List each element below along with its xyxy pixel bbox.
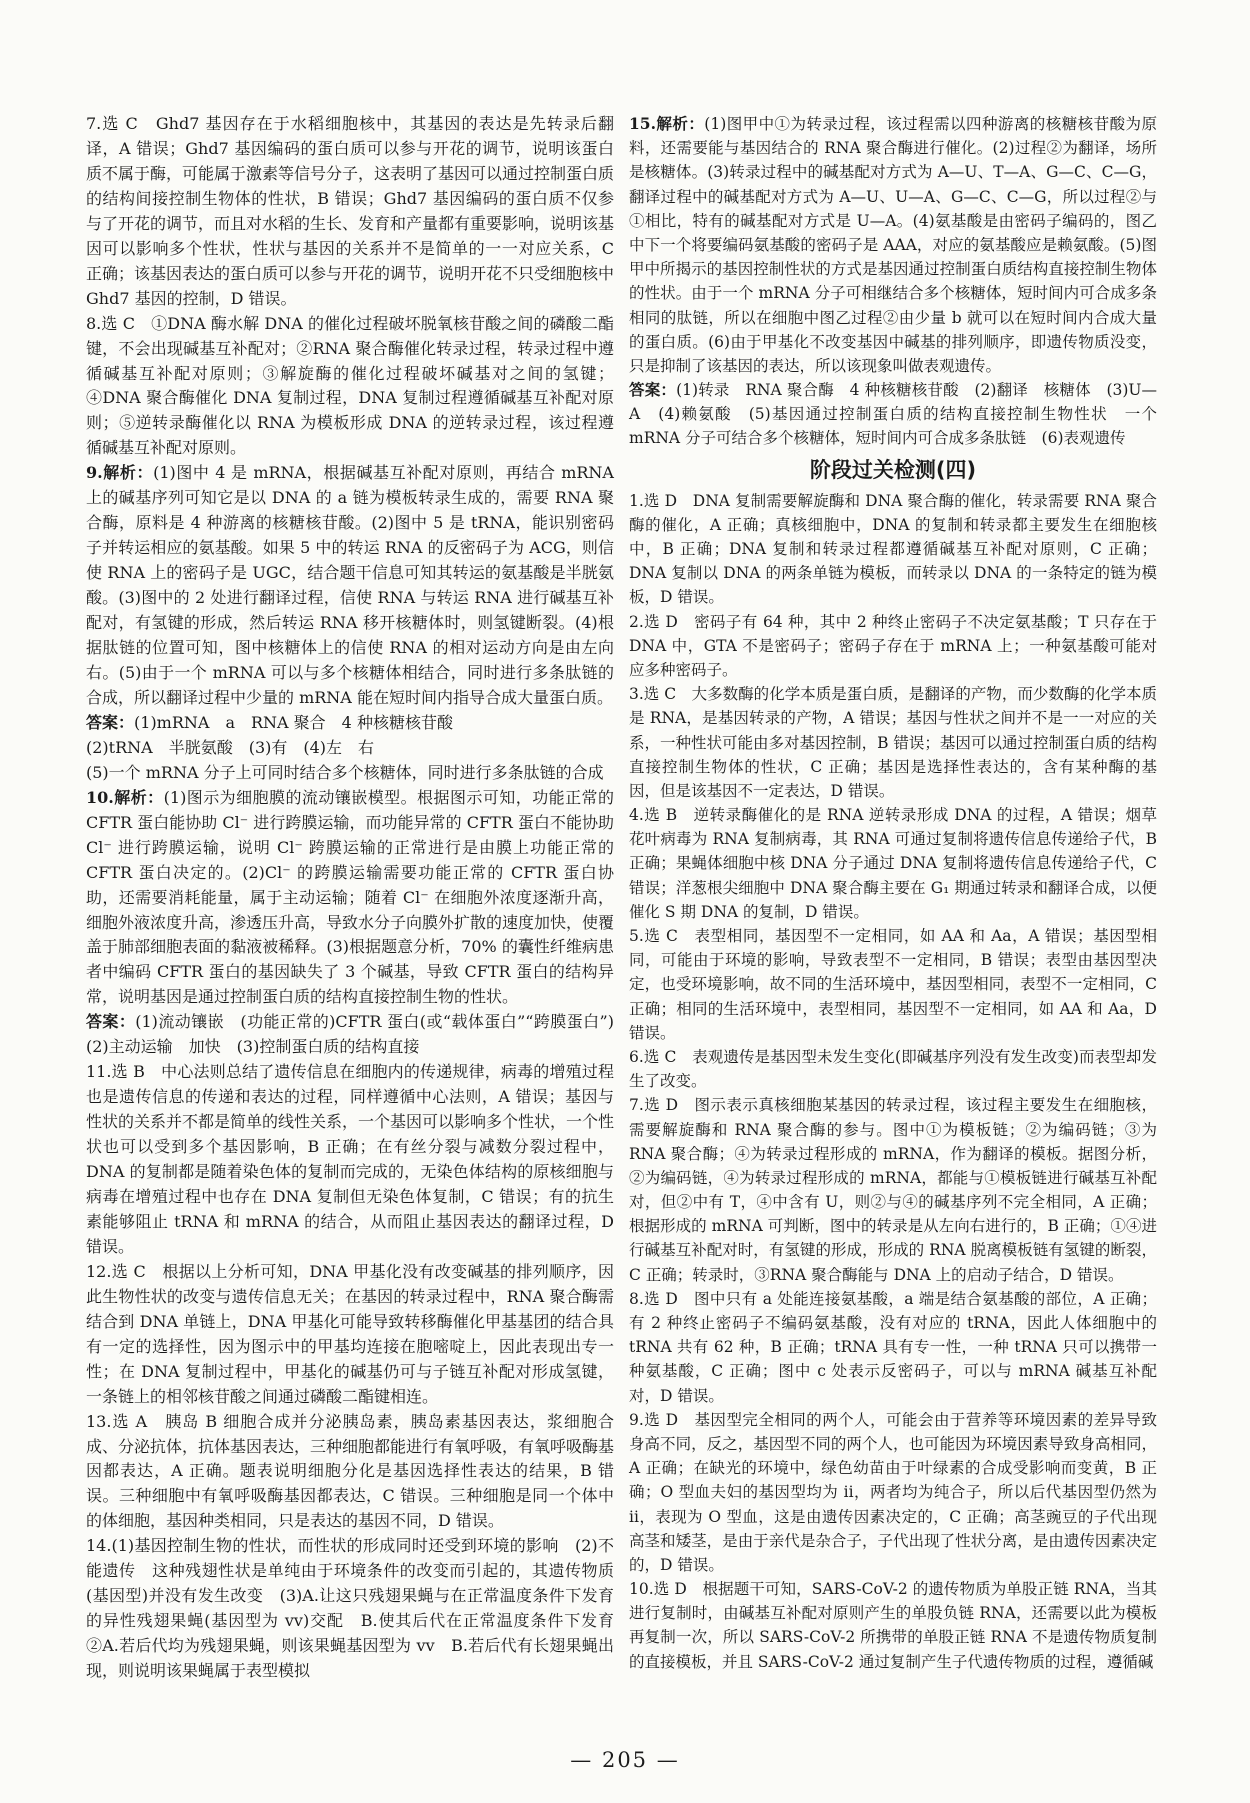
item-label: 答案： <box>86 1012 136 1032</box>
answer-item <box>86 1260 614 1410</box>
answer-item <box>86 112 620 312</box>
answer-item <box>86 1410 614 1535</box>
answer-item <box>629 1408 1162 1577</box>
section-title: 阶段过关检测(四) <box>809 457 977 482</box>
item-text: (1)流动镶嵌 (功能正常的)CFTR 蛋白(或“载体蛋白”“跨膜蛋白”) (2)主动运输 加快 (3)控制蛋白质的结构直接 <box>86 1012 630 1057</box>
item-text: 2.选 D 密码子有 64 种，其中 2 种终止密码子不决定氨基酸；T 只存在于 DNA 中，GTA 不是密码子；密码子存在于 mRNA 上；一种氨基酸可能对应多种密码子。 <box>629 612 1162 679</box>
answer-item <box>629 610 1162 683</box>
item-label: 15.解析： <box>629 114 705 133</box>
answer-item <box>629 112 1157 378</box>
item-text: 12.选 C 根据以上分析可知，DNA 甲基化没有改变碱基的排列顺序，因此生物性状的改变与遗传信息无关；在基因的转录过程中，RNA 聚合酶需结合到 DNA 单链上，DNA 甲基化可能导致转移酶催化甲基基团的结合具有一定的选择性，因为图示中的甲基均连接在胞嘧啶上，因此表现出专一性；在 DNA 复制过程中，甲基化的碱基仍可与子链互补配对形成氢键，一条链上的相邻核苷酸之间通过磷酸二酯键相连。 <box>86 1261 614 1406</box>
item-text: 3.选 C 大多数酶的化学本质是蛋白质，是翻译的产物，而少数酶的化学本质是 RNA，是基因转录的产物，A 错误；基因与性状之间并不是一一对应的关系，一种性状可能由多对基因控制，B 错误；基因可以通过控制蛋白质的结构直接控制生物体的性状，C 正确；基因是选择性表达的，含有某种酶的基因，但是该基因不一定表达，D 错误。 <box>629 685 1157 800</box>
item-text: (1)图中 4 是 mRNA，根据碱基互补配对原则，再结合 mRNA 上的碱基序列可知它是以 DNA 的 a 链为模板转录生成的，需要 RNA 聚合酶，原料是 4 种游离的核糖核苷酸。(2)图中 5 是 tRNA，能识别密码子并转运相应的氨基酸。如果 5 中的转运 RNA 的反密码子为 ACG，则信使 RNA 上的密码子是 UGC，结合题干信息可知其转运的氨基酸是半胱氨酸。(3)图中的 2 处进行翻译过程，信使 RNA 与转运 RNA 进行碱基互补配对，有氢键的形成，然后转运 RNA 移开核糖体时，则氢键断裂。(4)根据肽链的位置可知，图中核糖体上的信使 RNA 的相对运动方向是由左向右。(5)由于一个 mRNA 可以与多个核糖体相结合，同时进行多条肽链的合成，所以翻译过程中少量的 mRNA 能在短时间内指导合成大量蛋白质。 <box>86 463 620 707</box>
answer-item <box>629 682 1157 803</box>
answer-item <box>86 461 620 711</box>
answer-block <box>86 1010 630 1060</box>
item-text: (1)转录 RNA 聚合酶 4 种核糖核苷酸 (2)翻译 核糖体 (3)U—A (4)赖氨酸 (5)基因通过控制蛋白质的结构直接控制生物性状 一个 mRNA 分子可结合多个核糖体，短时间内可合成多条肽链 (6)表观遗传 <box>629 381 1162 448</box>
item-text: (1)mRNA a RNA 聚合 4 种核糖核苷酸 (2)tRNA 半胱氨酸 (3)有 (4)左 右 (5)一个 mRNA 分子上可同时结合多个核糖体，同时进行多条肽链的合成 <box>86 712 604 782</box>
answer-item <box>629 1287 1162 1408</box>
item-text: (1)图示为细胞膜的流动镶嵌模型。根据图示可知，功能正常的 CFTR 蛋白能协助 Cl⁻ 进行跨膜运输，而功能异常的 CFTR 蛋白不能协助 Cl⁻ 进行跨膜运输，说明 Cl⁻ 跨膜运输的正常进行是由膜上功能正常的 CFTR 蛋白决定的。(2)Cl⁻ 的跨膜运输需要功能正常的 CFTR 蛋白协助，还需要消耗能量，属于主动运输；随着 Cl⁻ 在细胞外浓度逐渐升高，细胞外液浓度升高，渗透压升高，导致水分子向膜外扩散的速度加快，使覆盖于肺部细胞表面的黏液被稀释。(3)根据题意分析，70% 的囊性纤维病患者中编码 CFTR 蛋白的基因缺失了 3 个碱基，导致 CFTR 蛋白的结构异常，说明基因是通过控制蛋白质的结构直接控制生物的性状。 <box>86 787 620 1007</box>
answer-item <box>629 1093 1162 1287</box>
item-text: 14.(1)基因控制生物的性状，而性状的形成同时还受到环境的影响 (2)不能遗传 这种残翅性状是单纯由于环境条件的改变而引起的，其遗传物质(基因型)并没有发生改变 (3)A.让这只残翅果蝇与在正常温度条件下发育的异性残翅果蝇(基因型为 vv)交配 B.使其后代在正常温度条件下发育 ②A.若后代均为残翅果蝇，则该果蝇基因型为 vv B.若后代有长翅果蝇出现，则说明该果蝇属于表型模拟 <box>86 1536 631 1681</box>
item-text: (1)图甲中①为转录过程，该过程需以四种游离的核糖核苷酸为原料，还需要能与基因结合的 RNA 聚合酶进行催化。(2)过程②为翻译，场所是核糖体。(3)转录过程中的碱基配对方式为 A—U、T—A、G—C、C—G，翻译过程中的碱基配对方式为 A—U、U—A、G—C、C—G，所以过程②与①相比，特有的碱基配对方式是 U—A。(4)氨基酸是由密码子编码的，图乙中下一个将要编码氨基酸的密码子是 AAA，对应的氨基酸应是赖氨酸。(5)图甲中所揭示的基因控制性状的方式是基因通过控制蛋白质结构直接控制生物体的性状。由于一个 mRNA 分子可相继结合多个核糖体，短时间内可合成多条相同的肽链，所以在细胞中图乙过程②由少量 b 就可以在短时间内合成大量的蛋白质。(6)由于甲基化不改变基因中碱基的排列顺序，即遗传物质没变，只是抑制了该基因的表达，所以该现象叫做表观遗传。 <box>629 115 1157 375</box>
item-text: 1.选 D DNA 复制需要解旋酶和 DNA 聚合酶的催化，转录需要 RNA 聚合酶的催化，A 正确；真核细胞中，DNA 的复制和转录都主要发生在细胞核中，B 正确；DNA 复制和转录过程都遵循碱基互补配对原则，C 正确；DNA 复制以 DNA 的两条单链为模板，而转录以 DNA 的一条特定的链为模板，D 错误。 <box>629 491 1157 607</box>
left-column <box>86 112 631 1684</box>
answer-item <box>629 489 1157 610</box>
answer-item <box>86 1060 620 1260</box>
answer-block <box>629 378 1162 451</box>
answer-item <box>86 786 620 1011</box>
answer-item <box>629 1045 1157 1093</box>
item-text: 5.选 C 表型相同，基因型不一定相同，如 AA 和 Aa，A 错误；基因型相同，可能由于环境的影响，导致表型不一定相同，B 错误；表型由基因型决定，也受环境影响，故不同的生活环境中，基因型相同，表型不一定相同，C 正确；相同的生活环境中，表型相同，基因型不一定相同，如 AA 和 Aa，D 错误。 <box>629 927 1162 1042</box>
answer-item <box>629 1577 1157 1674</box>
right-column <box>629 112 1162 1674</box>
column-divider <box>620 112 621 1732</box>
item-text: 13.选 A 胰岛 B 细胞合成并分泌胰岛素，胰岛素基因表达，浆细胞合成、分泌抗体，抗体基因表达，三种细胞都能进行有氧呼吸，有氧呼吸酶基因都表达，A 正确。题表说明细胞分化是基因选择性表达的结果，B 错误。三种细胞中有氧呼吸酶基因都表达，C 错误。三种细胞是同一个体中的体细胞，基因种类相同，只是表达的基因不同，D 错误。 <box>86 1411 615 1531</box>
answer-item <box>86 312 614 462</box>
item-text: 8.选 D 图中只有 a 处能连接氨基酸，a 端是结合氨基酸的部位，A 正确；有 2 种终止密码子不编码氨基酸，没有对应的 tRNA，因此人体细胞中的 tRNA 共有 62 种，B 正确；tRNA 具有专一性，一种 tRNA 只可以携带一种氨基酸，C 正确；图中 c 处表示反密码子，可以与 mRNA 碱基互补配对，D 错误。 <box>629 1289 1162 1405</box>
answer-item <box>629 924 1162 1045</box>
answer-item <box>629 803 1162 924</box>
item-text: 6.选 C 表观遗传是基因型未发生变化(即碱基序列没有发生改变)而表型却发生了改变。 <box>629 1047 1157 1091</box>
item-text: 8.选 C ①DNA 酶水解 DNA 的催化过程破坏脱氧核苷酸之间的磷酸二酯键，不会出现碱基互补配对；②RNA 聚合酶催化转录过程，转录过程中遵循碱基互补配对原则；③解旋酶的催化过程破坏碱基对之间的氢键；④DNA 聚合酶催化 DNA 复制过程，DNA 复制过程遵循碱基互补配对原则；⑤逆转录酶催化以 RNA 为模板形成 DNA 的逆转录过程，该过程遵循碱基互补配对原则。 <box>86 313 614 458</box>
item-text: 9.选 D 基因型完全相同的两个人，可能会由于营养等环境因素的差异导致身高不同，反之，基因型不同的两个人，也可能因为环境因素导致身高相同，A 正确；在缺光的环境中，绿色幼苗由于叶绿素的合成受影响而变黄，B 正确；O 型血夫妇的基因型均为 ii，两者均为纯合子，所以后代基因型仍然为 ii，表现为 O 型血，这是由遗传因素决定的，C 正确；高茎豌豆的子代出现高茎和矮茎，是由于亲代是杂合子，子代出现了性状分离，是由遗传因素决定的，D 错误。 <box>629 1410 1162 1574</box>
item-text: 7.选 D 图示表示真核细胞某基因的转录过程，该过程主要发生在细胞核，需要解旋酶和 RNA 聚合酶的参与。图中①为模板链；②为编码链；③为 RNA 聚合酶；④为转录过程形成的 mRNA，作为翻译的模板。据图分析，②为编码链，④为转录过程形成的 mRNA，都能与①模板链进行碱基互补配对，但②中有 T，④中含有 U，则②与④的碱基序列不完全相同，A 正确；根据形成的 mRNA 可判断，图中的转录是从左向右进行的，B 正确；①④进行碱基互补配对时，有氢键的形成，形成的 RNA 脱离模板链有氢键的断裂，C 正确；转录时，③RNA 聚合酶能与 DNA 上的启动子结合，D 错误。 <box>629 1096 1162 1284</box>
item-text: 7.选 C Ghd7 基因存在于水稻细胞核中，其基因的表达是先转录后翻译，A 错误；Ghd7 基因编码的蛋白质可以参与开花的调节，说明该蛋白质不属于酶，可能属于激素等信号分子，这表明了基因可以通过控制蛋白质的结构间接控制生物体的性状，B 错误；Ghd7 基因编码的蛋白质不仅参与了开花的调节，而且对水稻的生长、发育和产量都有重要影响，说明该基因可以影响多个性状，性状与基因的关系并不是简单的一一对应关系，C 正确；该基因表达的蛋白质可以参与开花的调节，说明开花不只受细胞核中 Ghd7 基因的控制，D 错误。 <box>86 114 620 308</box>
item-label: 10.解析： <box>86 787 164 807</box>
item-label: 答案： <box>86 712 135 732</box>
item-text: 4.选 B 逆转录酶催化的是 RNA 逆转录形成 DNA 的过程，A 错误；烟草花叶病毒为 RNA 复制病毒，其 RNA 可通过复制将遗传信息传递给子代，B 正确；果蝇体细胞中核 DNA 分子通过 DNA 复制将遗传信息传递给子代，C 错误；洋葱根尖细胞中 DNA 聚合酶主要在 G₁ 期通过转录和翻译合成，以便催化 S 期 DNA 的复制，D 错误。 <box>629 806 1162 921</box>
item-text: 10.选 D 根据题干可知，SARS-CoV-2 的遗传物质为单股正链 RNA，当其进行复制时，由碱基互补配对原则产生的单股负链 RNA，还需要以此为模板再复制一次，所以 SARS-CoV-2 所携带的单股正链 RNA 不是遗传物质复制的直接模板，并且 SARS-CoV-2 通过复制产生子代遗传物质的过程，遵循碱 <box>629 1580 1157 1671</box>
answer-item <box>86 1534 631 1684</box>
item-label: 9.解析： <box>86 463 154 483</box>
item-text: 11.选 B 中心法则总结了遗传信息在细胞内的传递规律，病毒的增殖过程也是遗传信息的传递和表达的过程，同样遵循中心法则，A 错误；基因与性状的关系并不都是简单的线性关系，一个基因可以影响多个性状，一个性状也可以受到多个基因影响，B 正确；在有丝分裂与减数分裂过程中，DNA 的复制都是随着染色体的复制而完成的，无染色体结构的原核细胞与病毒在增殖过程中也存在 DNA 复制但无染色体复制，C 错误；有的抗生素能够阻止 tRNA 和 mRNA 的结合，从而阻止基因表达的翻译过程，D 错误。 <box>86 1062 620 1256</box>
answer-block <box>86 711 614 786</box>
page-number: — 205 — <box>570 1748 680 1772</box>
item-label: 答案： <box>629 380 677 400</box>
